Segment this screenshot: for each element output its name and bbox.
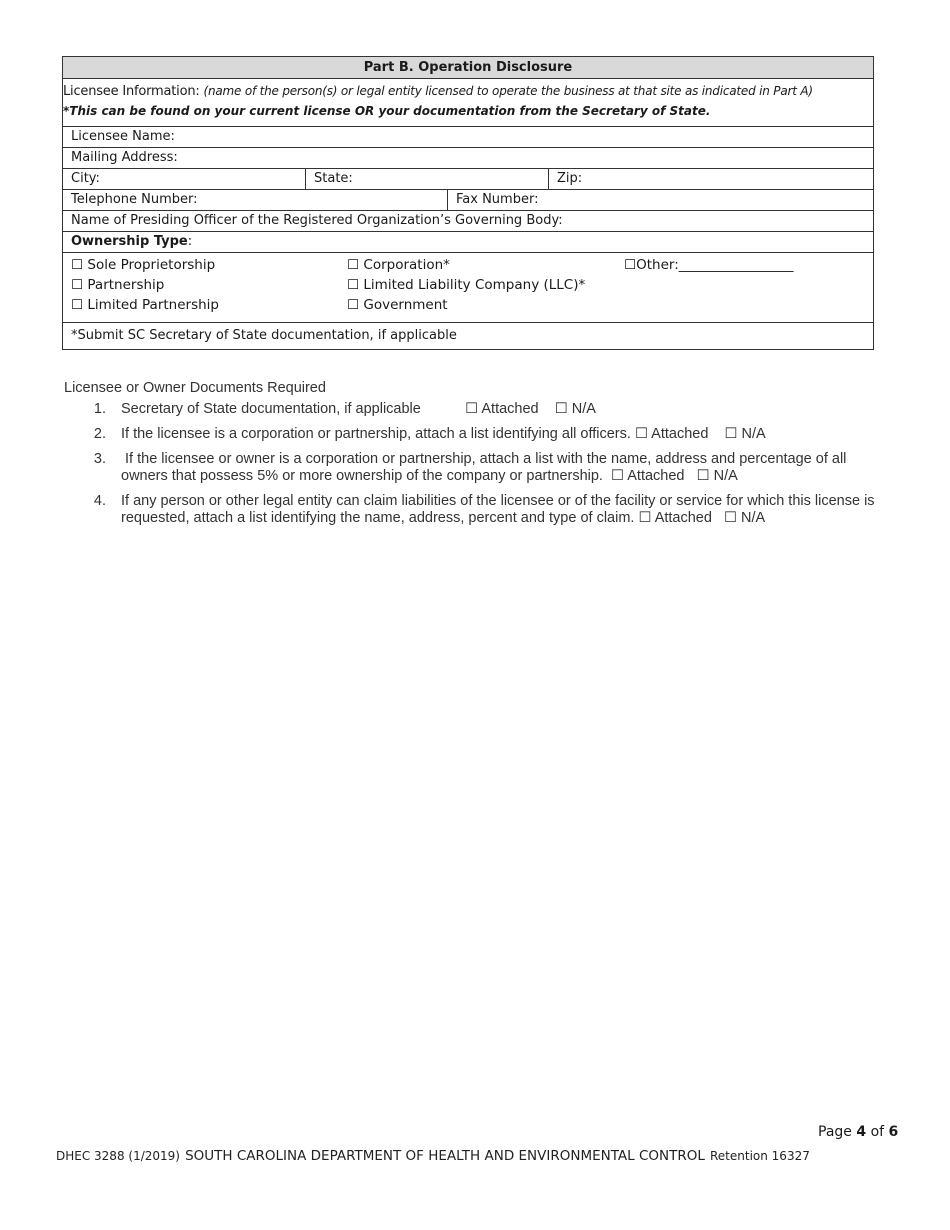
- licensee-info-line: [63, 81, 873, 102]
- checkbox-limited-partnership[interactable]: ☐ Limited Partnership: [71, 297, 219, 313]
- page-total: 6: [888, 1124, 899, 1140]
- ownership-type-colon: :: [187, 234, 193, 249]
- ownership-options: [63, 253, 873, 323]
- presiding-officer-label: Name of Presiding Officer of the Registered Organization’s Governing Body:: [71, 213, 563, 228]
- telephone-field[interactable]: [63, 190, 447, 210]
- document-item: [64, 401, 894, 418]
- licensee-info-desc: (name of the person(s) or legal entity licensed to operate the business at that site as indicated in Part A): [203, 84, 813, 98]
- telephone-label: Telephone Number:: [71, 192, 198, 207]
- document-item: [64, 451, 894, 485]
- document-item: [64, 426, 894, 443]
- footer-retention: Retention 16327: [710, 1149, 810, 1163]
- checkbox-government[interactable]: ☐ Government: [347, 297, 448, 313]
- document-item-number: 2.: [93, 426, 106, 442]
- mailing-address-row[interactable]: [63, 148, 873, 169]
- footer-form-id: DHEC 3288 (1/2019): [56, 1149, 180, 1163]
- licensee-name-label: Licensee Name:: [71, 129, 175, 144]
- checkbox-corporation[interactable]: ☐ Corporation*: [347, 257, 450, 273]
- document-item-number: 3.: [93, 451, 106, 467]
- submit-note: *Submit SC Secretary of State documentation, if applicable: [71, 328, 457, 343]
- ownership-type-heading: [63, 232, 200, 252]
- document-item-text[interactable]: If the licensee or owner is a corporation or partnership, attach a list with the name, address and percentage of all owners that possess 5% or more ownership of the company or partnership. ☐ Attached ☐ N/A: [121, 451, 847, 484]
- licensee-info-note: *This can be found on your current license OR your documentation from the Secretary of State.: [63, 104, 711, 118]
- page-number: [818, 1124, 898, 1140]
- city-state-zip-row: [63, 169, 873, 190]
- state-label: State:: [314, 171, 353, 186]
- section-title: [63, 57, 873, 79]
- fax-field[interactable]: [447, 190, 873, 210]
- licensee-info-label: Licensee Information:: [63, 84, 200, 99]
- checkbox-llc[interactable]: ☐ Limited Liability Company (LLC)*: [347, 277, 586, 293]
- checkbox-sole-proprietorship[interactable]: ☐ Sole Proprietorship: [71, 257, 216, 273]
- city-field[interactable]: [63, 169, 305, 189]
- presiding-officer-row[interactable]: [63, 211, 873, 232]
- documents-required-section: [64, 380, 894, 535]
- zip-label: Zip:: [557, 171, 583, 186]
- state-field[interactable]: [305, 169, 548, 189]
- page-current: 4: [856, 1124, 867, 1140]
- zip-field[interactable]: [548, 169, 873, 189]
- footer-agency: SOUTH CAROLINA DEPARTMENT OF HEALTH AND ENVIRONMENTAL CONTROL: [185, 1148, 705, 1164]
- fax-label: Fax Number:: [456, 192, 539, 207]
- page-footer: [56, 1145, 916, 1164]
- page-of: of: [870, 1124, 885, 1140]
- document-item: [64, 493, 894, 527]
- phone-fax-row: [63, 190, 873, 211]
- city-label: City:: [71, 171, 100, 186]
- mailing-address-label: Mailing Address:: [71, 150, 178, 165]
- licensee-info-block: [63, 79, 873, 127]
- document-item-number: 1.: [93, 401, 106, 417]
- checkbox-partnership[interactable]: ☐ Partnership: [71, 277, 165, 293]
- ownership-type-row: [63, 232, 873, 253]
- document-item-text[interactable]: If the licensee is a corporation or partnership, attach a list identifying all officers. ☐ Attached ☐ N/A: [121, 426, 766, 442]
- section-title-text: Part B. Operation Disclosure: [363, 60, 573, 75]
- document-item-number: 4.: [93, 493, 106, 509]
- documents-heading: Licensee or Owner Documents Required: [64, 380, 326, 396]
- document-item-text[interactable]: If any person or other legal entity can claim liabilities of the licensee or of the facility or service for which this license is requested, attach a list identifying the name, address, percent and type of claim. ☐ Attached ☐ N/A: [121, 493, 875, 526]
- document-item-text[interactable]: Secretary of State documentation, if applicable ☐ Attached ☐ N/A: [121, 401, 596, 417]
- checkbox-other[interactable]: ☐Other:_________________: [624, 257, 794, 273]
- submit-note-row: [63, 323, 873, 349]
- operation-disclosure-table: [62, 56, 874, 350]
- ownership-type-label: Ownership Type: [71, 234, 188, 249]
- page-label: Page: [818, 1124, 852, 1140]
- licensee-name-row[interactable]: [63, 127, 873, 148]
